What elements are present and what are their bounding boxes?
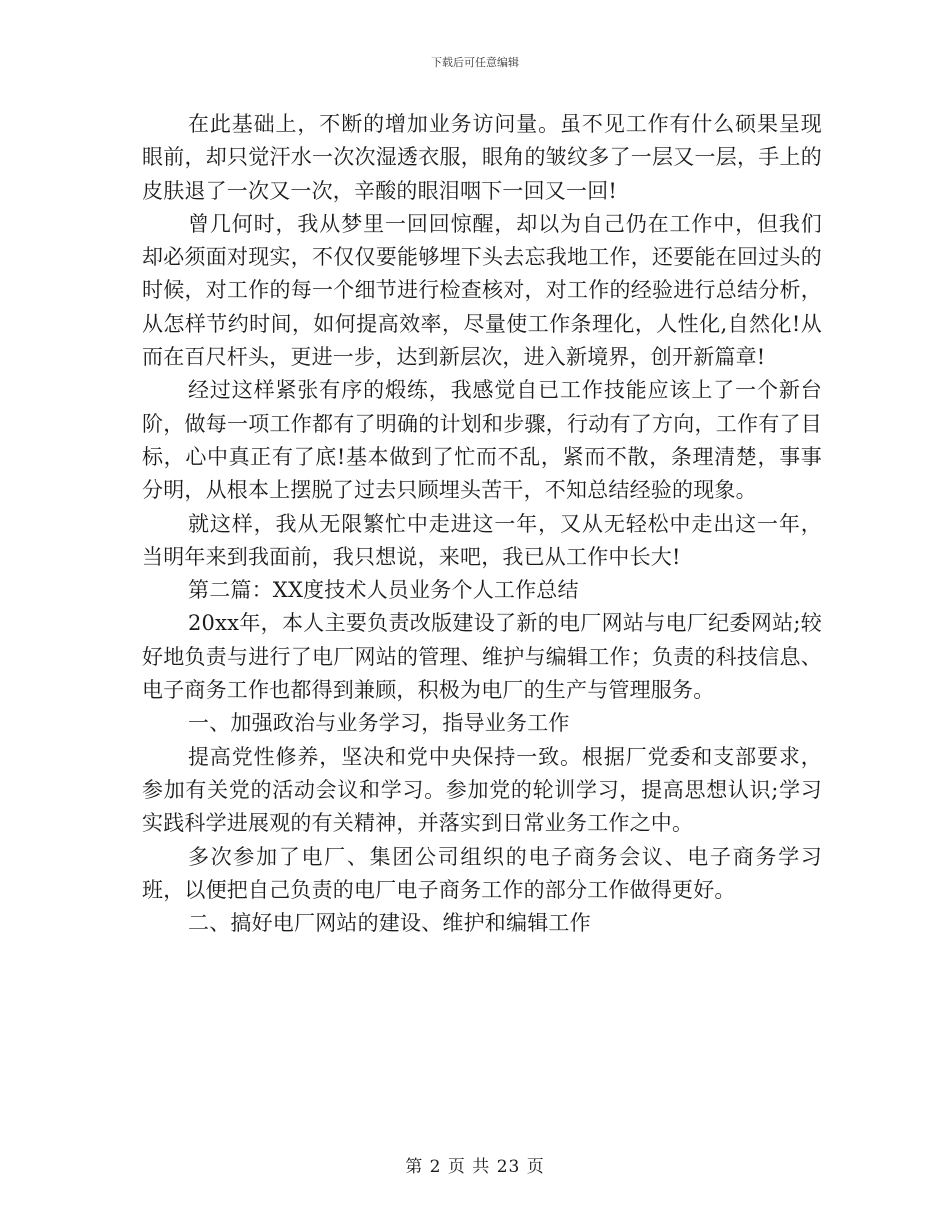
paragraph-1: 在此基础上，不断的增加业务访问量。虽不见工作有什么硕果呈现眼前，却只觉汗水一次次湿透衣服，眼角的皱纹多了一层又一层，手上的皮肤退了一次又一次，辛酸的眼泪咽下一回又一回! <box>142 112 822 203</box>
page-header: 下载后可任意编辑 <box>431 56 519 69</box>
paragraph-4: 就这样，我从无限繁忙中走进这一年，又从无轻松中走出这一年，当明年来到我面前，我只想说，来吧，我已从工作中长大! <box>142 511 822 569</box>
document-body <box>142 108 822 940</box>
heading-1: 一、加强政治与业务学习，指导业务工作 <box>188 711 570 736</box>
paragraph-2: 曾几何时，我从梦里一回回惊醒，却以为自己仍在工作中，但我们却必须面对现实，不仅仅要能够埋下头去忘我地工作，还要能在回过头的时候，对工作的每一个细节进行检查核对，对工作的经验进行总结分析，从怎样节约时间，如何提高效率，尽量使工作条理化，人性化,自然化!从而在百尺杆头，更进一步，达到新层次，进入新境界，创开新篇章! <box>142 211 822 370</box>
heading-2: 二、搞好电厂网站的建设、维护和编辑工作 <box>188 911 591 936</box>
paragraph-5: 20xx年，本人主要负责改版建设了新的电厂网站与电厂纪委网站;较好地负责与进行了电厂网站的管理、维护与编辑工作；负责的科技信息、电子商务工作也都得到兼顾，积极为电厂的生产与管理服务。 <box>142 611 822 703</box>
section-title-2: 第二篇：XX度技术人员业务个人工作总结 <box>188 578 579 603</box>
page-footer: 第 2 页 共 23 页 <box>405 1157 545 1177</box>
paragraph-7: 多次参加了电厂、集团公司组织的电子商务会议、电子商务学习班，以便把自己负责的电厂电子商务工作的部分工作做得更好。 <box>142 844 822 902</box>
paragraph-6: 提高党性修养，坚决和党中央保持一致。根据厂党委和支部要求，参加有关党的活动会议和学习。参加党的轮训学习，提高思想认识;学习实践科学进展观的有关精神，并落实到日常业务工作之中。 <box>142 744 822 836</box>
paragraph-3: 经过这样紧张有序的煅练，我感觉自已工作技能应该上了一个新台阶，做每一项工作都有了明确的计划和步骤，行动有了方向，工作有了目标，心中真正有了底!基本做到了忙而不乱，紧而不散，条理清楚，事事分明，从根本上摆脱了过去只顾埋头苦干，不知总结经验的现象。 <box>142 378 822 503</box>
